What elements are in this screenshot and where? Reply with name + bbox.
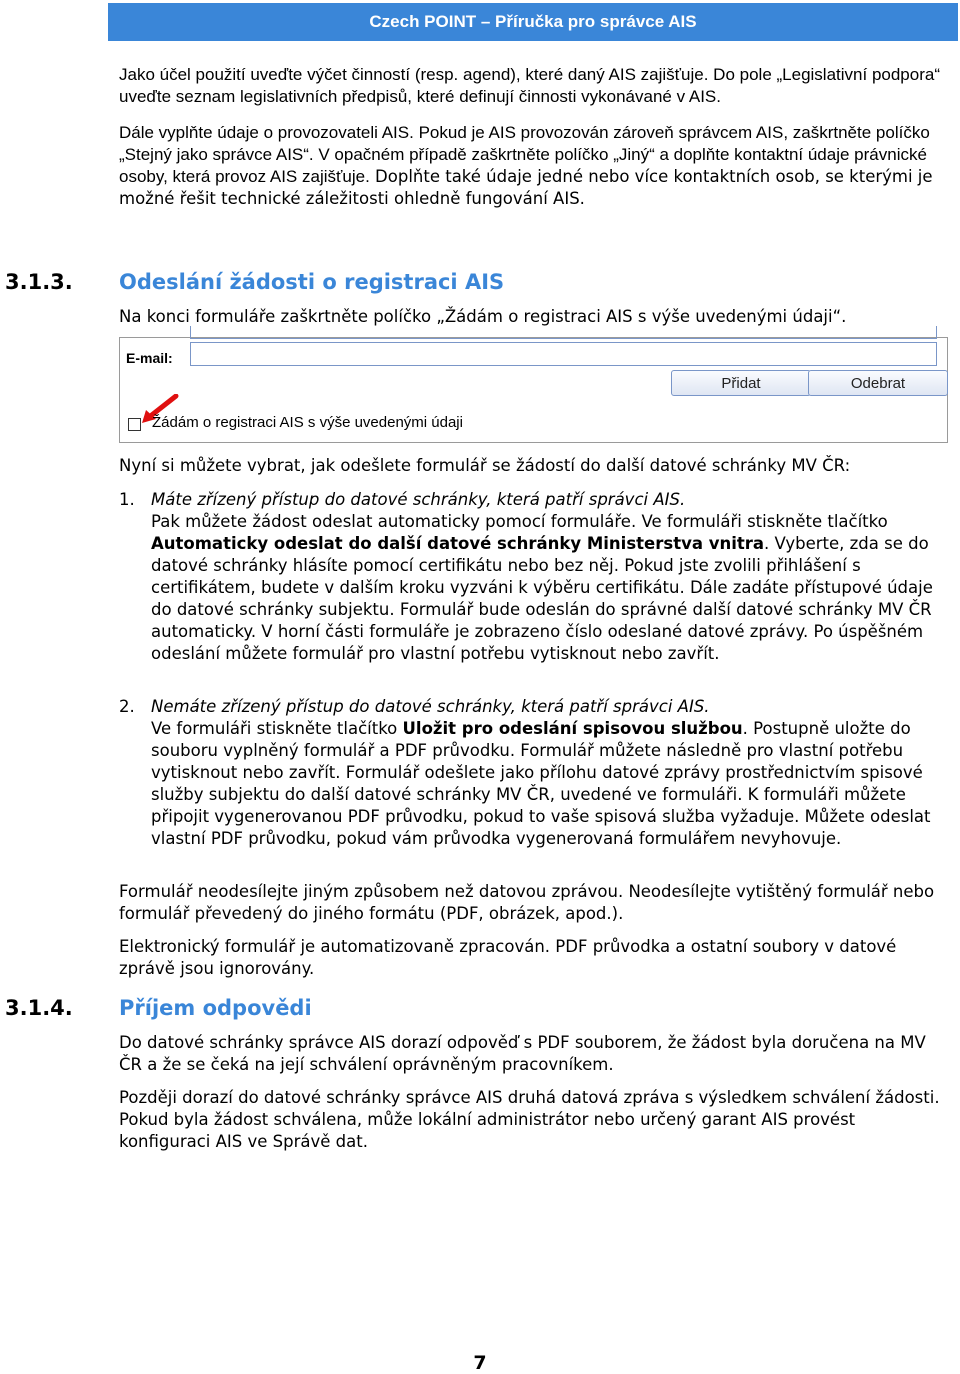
list-number: 1. (119, 490, 135, 509)
register-checkbox-label: Žádám o registraci AIS s výše uvedenými údaji (152, 414, 463, 431)
option-1-text-a: Pak můžete žádost odeslat automaticky pomocí formuláře. Ve formuláři stiskněte tlačítko (151, 512, 888, 531)
option-2-title: Nemáte zřízený přístup do datové schránky, která patří správci AIS. (151, 697, 710, 716)
register-checkbox[interactable] (128, 418, 141, 431)
note-paragraph-2: Elektronický formulář je automatizovaně zpracován. PDF průvodka a ostatní soubory v datové zprávě jsou ignorovány. (119, 937, 897, 978)
email-input[interactable] (190, 342, 937, 366)
section-number: 3.1.4. (5, 996, 73, 1020)
option-1-bold: Automaticky odeslat do další datové schránky Ministerstva vnitra (151, 534, 765, 553)
email-label: E-mail: (126, 350, 173, 366)
section-title: Příjem odpovědi (119, 996, 312, 1020)
section-314-paragraph-1: Do datové schránky správce AIS dorazí odpověď s PDF souborem, že žádost byla doručena na MV ČR a že se čeká na její schválení oprávněným pracovníkem. (119, 1033, 926, 1074)
option-item-1 (119, 489, 949, 665)
intro-paragraph-2a: Dále vyplňte údaje o provozovateli AIS. Pokud je AIS provozován zároveň správcem AIS, zaškrtněte políčko „Stejný jako správce AIS“. V opačném případě zaškrtněte políčko „Jiný“ a doplňte kontaktní údaje právnické osoby, která provoz AIS zajišťuje. (119, 123, 930, 186)
intro-paragraph-1: Jako účel použití uveďte výčet činností (resp. agend), které daný AIS zajišťuje. Do pole „Legislativní podpora“ uveďte seznam legislativních předpisů, které definují činnosti vykonávané v AIS. (119, 65, 940, 106)
option-item-2 (119, 696, 949, 850)
options-lead: Nyní si můžete vybrat, jak odešlete formulář se žádostí do další datové schránky MV ČR: (119, 456, 851, 475)
form-field-above (190, 326, 937, 339)
intro-paragraph-2 (119, 122, 947, 210)
option-2-text-b: . Postupně uložte do souboru vyplněný formulář a PDF průvodku. Formulář můžete následně pro vlastní potřebu vytisknout nebo zavřít. Formulář odešlete jako přílohu datové zprávy prostřednictvím spisové služby subjektu do další datové schránky MV ČR, uvedené ve formuláři. K formuláři můžete připojit vygenerovanou PDF průvodku, pokud to vaše spisová služba vyžaduje. Můžete odeslat vlastní PDF průvodku, pokud vám průvodka vygenerovaná formulářem nevyhovuje. (151, 719, 931, 848)
form-screenshot (119, 337, 948, 443)
section-heading-314 (5, 996, 905, 1020)
page-number: 7 (473, 1352, 487, 1374)
section-number: 3.1.3. (5, 270, 73, 294)
intro-block (119, 64, 947, 210)
option-1-title: Máte zřízený přístup do datové schránky, která patří správci AIS. (151, 490, 686, 509)
add-button[interactable]: Přidat (671, 370, 811, 396)
section-title: Odeslání žádosti o registraci AIS (119, 270, 505, 294)
note-paragraph-1: Formulář neodesílejte jiným způsobem než datovou zprávou. Neodesílejte vytištěný formulář nebo formulář převedený do jiného formátu (PDF, obrázek, apod.). (119, 882, 935, 923)
section-313-lead: Na konci formuláře zaškrtněte políčko „Žádám o registraci AIS s výše uvedenými údaji“. (119, 307, 847, 326)
section-heading-313 (5, 270, 905, 294)
option-2-bold: Uložit pro odeslání spisovou službou (402, 719, 743, 738)
option-1-text-b: . Vyberte, zda se do datové schránky hlásíte pomocí certifikátu nebo bez něj. Pokud jste zvolili přihlášení s certifikátem, budete v dalším kroku vyzváni k výběru certifikátu. Dále zadáte přístupové údaje do datové schránky subjektu. Formulář bude odeslán do správné další datové schránky MV ČR automaticky. V horní části formuláře je zobrazeno číslo odeslané datové zprávy. Po úspěšném odeslání můžete formulář pro vlastní potřebu vytisknout nebo zavřít. (151, 534, 933, 663)
document-header: Czech POINT – Příručka pro správce AIS (108, 3, 958, 41)
list-number: 2. (119, 697, 135, 716)
intro-paragraph-2b: Doplňte také údaje jedné nebo více kontaktních osob, se kterými je možné řešit technické záležitosti ohledně fungování AIS. (119, 167, 933, 208)
remove-button[interactable]: Odebrat (808, 370, 948, 396)
option-2-text-a: Ve formuláři stiskněte tlačítko (151, 719, 403, 738)
section-314-paragraph-2: Později dorazí do datové schránky správce AIS druhá datová zpráva s výsledkem schválení žádosti. Pokud byla žádost schválena, může lokální administrátor nebo určený garant AIS provést konfiguraci AIS ve Správě dat. (119, 1088, 940, 1151)
